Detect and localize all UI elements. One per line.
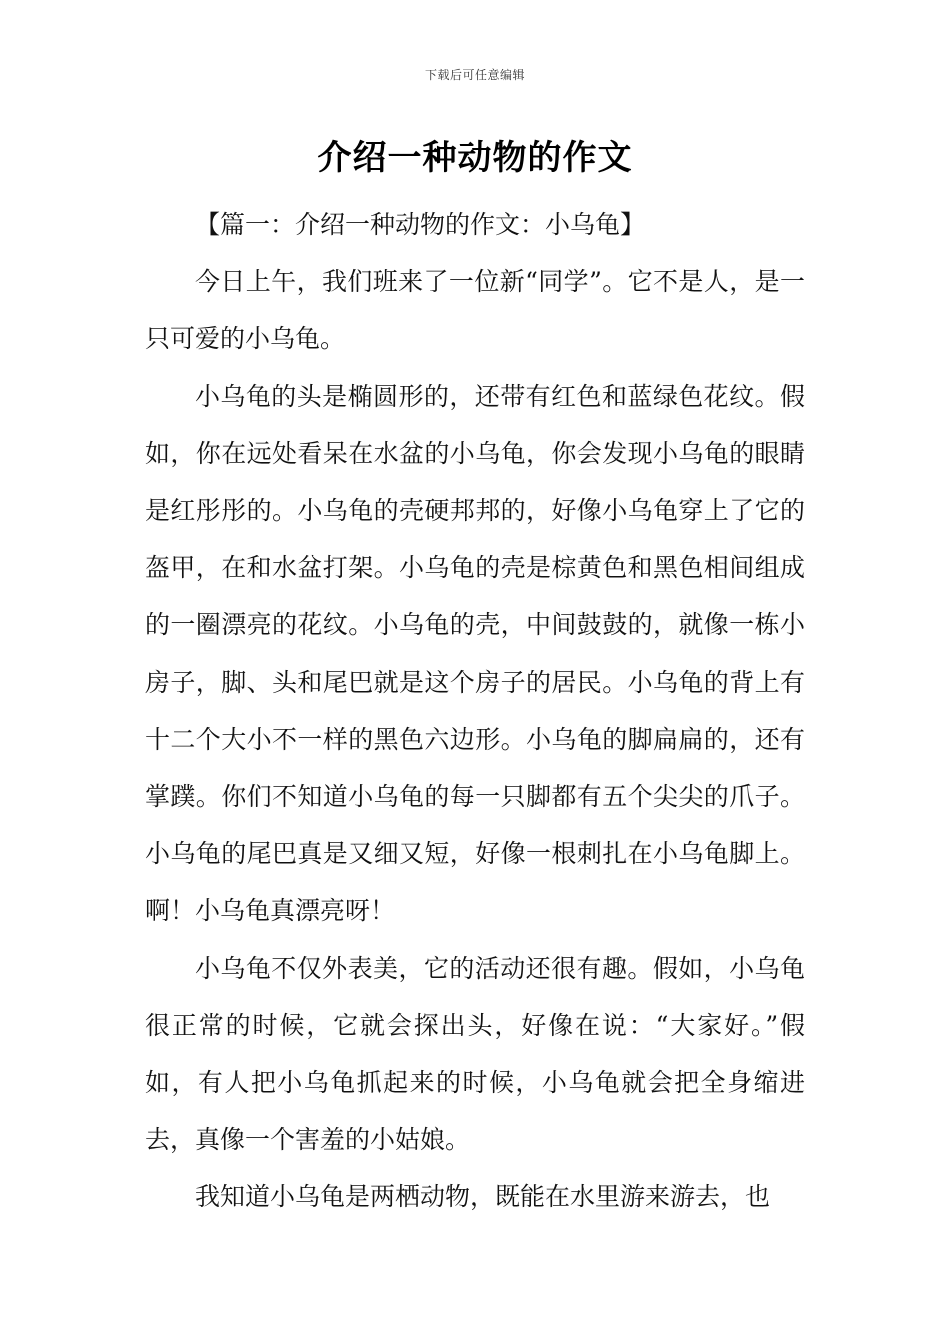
document-title: 介绍一种动物的作文 — [317, 138, 633, 178]
paragraph-2: 小乌龟的头是椭圆形的，还带有红色和蓝绿色花纹。假如，你在远处看呆在水盆的小乌龟，你会发现小乌龟的眼睛是红彤彤的。小乌龟的壳硬邦邦的，好像小乌龟穿上了它的盔甲，在和水盆打架。小乌龟的壳是棕黄色和黑色相间组成的一圈漂亮的花纹。小乌龟的壳，中间鼓鼓的，就像一栋小房子，脚、头和尾巴就是这个房子的居民。小乌龟的背上有十二个大小不一样的黑色六边形。小乌龟的脚扁扁的，还有掌蹼。你们不知道小乌龟的每一只脚都有五个尖尖的爪子。小乌龟的尾巴真是又细又短，好像一根刺扎在小乌龟脚上。啊！小乌龟真漂亮呀！ — [145, 381, 805, 926]
paragraph-3: 小乌龟不仅外表美，它的活动还很有趣。假如，小乌龟很正常的时候，它就会探出头，好像在说：“大家好。”假如，有人把小乌龟抓起来的时候，小乌龟就会把全身缩进去，真像一个害羞的小姑娘。 — [145, 953, 805, 1155]
paragraph-4: 我知道小乌龟是两栖动物，既能在水里游来游去，也 — [195, 1182, 771, 1212]
document-body — [145, 196, 805, 1226]
section-heading: 【篇一：介绍一种动物的作文：小乌龟】 — [195, 210, 646, 239]
header-note: 下载后可任意编辑 — [424, 68, 525, 82]
paragraph-1: 今日上午，我们班来了一位新“同学”。它不是人，是一只可爱的小乌龟。 — [145, 267, 805, 354]
